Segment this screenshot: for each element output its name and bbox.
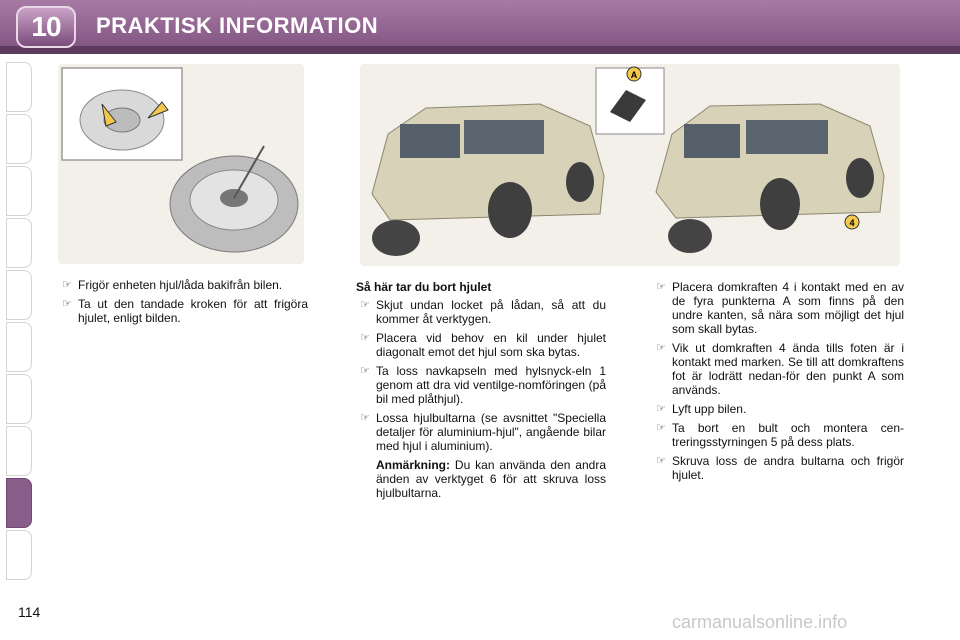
chapter-tab-5[interactable]	[6, 270, 32, 320]
chapter-tab-3[interactable]	[6, 166, 32, 216]
instruction-text: Skjut undan locket på lådan, så att du kommer åt verktygen.	[376, 298, 606, 326]
note	[356, 458, 606, 500]
chapter-tabs	[0, 62, 34, 578]
instruction-item	[356, 331, 606, 359]
instruction-text: Lossa hjulbultarna (se avsnittet "Speciella detaljer för aluminium-hjul", angående bilar med hjul i aluminium).	[376, 411, 606, 453]
chapter-tab-1[interactable]	[6, 62, 32, 112]
spare-wheel-drawing	[58, 64, 304, 264]
pointing-hand-icon: ☞	[656, 281, 666, 293]
instruction-text: Frigör enheten hjul/låda bakifrån bilen.	[78, 278, 283, 292]
instruction-item	[652, 421, 904, 449]
pointing-hand-icon: ☞	[62, 279, 72, 291]
instruction-text: Lyft upp bilen.	[672, 402, 747, 416]
chapter-tab-8[interactable]	[6, 426, 32, 476]
instruction-item	[356, 411, 606, 453]
loose-wheel	[372, 220, 420, 256]
spare-wheel-illustration	[58, 64, 304, 264]
car-window	[684, 124, 740, 158]
car-wheel	[846, 158, 874, 198]
car-wheel	[488, 182, 532, 238]
jack-point-label: A	[630, 70, 638, 80]
chapter-tab-2[interactable]	[6, 114, 32, 164]
pointing-hand-icon: ☞	[360, 332, 370, 344]
chapter-tab-6[interactable]	[6, 322, 32, 372]
left-column	[58, 278, 308, 330]
car-wheel	[760, 178, 800, 230]
car-window	[746, 120, 828, 154]
chapter-title: PRAKTISK INFORMATION	[96, 13, 379, 38]
instruction-item	[58, 297, 308, 325]
right-column	[652, 280, 904, 487]
instruction-text: Placera domkraften 4 i kontakt med en av de fyra punkterna A som finns på den undre kanten, så nära som möjligt det hjul som skall bytas.	[672, 280, 904, 336]
car-window	[400, 124, 460, 158]
instruction-item	[652, 280, 904, 336]
instruction-text: Ta loss navkapseln med hylsnyck-eln 1 genom att dra vid ventilge-nomföringen (på bil med plåthjul).	[376, 364, 606, 406]
pointing-hand-icon: ☞	[656, 342, 666, 354]
instruction-item	[652, 402, 904, 416]
car-jack-drawing	[360, 64, 900, 266]
middle-column	[356, 280, 606, 500]
pointing-hand-icon: ☞	[62, 298, 72, 310]
instruction-item	[652, 341, 904, 397]
chapter-tab-10-active[interactable]	[6, 478, 32, 528]
pointing-hand-icon: ☞	[656, 455, 666, 467]
pointing-hand-icon: ☞	[360, 365, 370, 377]
car-wheel	[566, 162, 594, 202]
section-heading: Så här tar du bort hjulet	[356, 280, 492, 294]
jack-number-label: 4	[849, 218, 855, 228]
car-jack-illustration	[360, 64, 900, 266]
chapter-badge	[16, 6, 76, 48]
instruction-item	[652, 454, 904, 482]
page-number: 114	[18, 604, 41, 620]
note-text: Du kan använda den andra änden av verktyget 6 för att skruva loss hjulbultarna.	[376, 458, 606, 500]
header-stripe	[0, 46, 960, 54]
instruction-item	[356, 364, 606, 406]
chapter-number: 10	[31, 11, 61, 42]
car-window	[464, 120, 544, 154]
chapter-tab-4[interactable]	[6, 218, 32, 268]
pointing-hand-icon: ☞	[656, 422, 666, 434]
pointing-hand-icon: ☞	[360, 412, 370, 424]
instruction-text: Vik ut domkraften 4 ända tills foten är i kontakt med marken. Se till att domkraftens fot är lodrätt nedan-för den punkt A som används.	[672, 341, 904, 397]
instruction-item	[58, 278, 308, 292]
watermark: carmanualsonline.info	[672, 612, 848, 632]
loose-wheel	[668, 219, 712, 253]
pointing-hand-icon: ☞	[656, 403, 666, 415]
chapter-header	[0, 0, 960, 54]
instruction-text: Placera vid behov en kil under hjulet diagonalt emot det hjul som ska bytas.	[376, 331, 606, 359]
instruction-text: Skruva loss de andra bultarna och frigör hjulet.	[672, 454, 904, 482]
pointing-hand-icon: ☞	[360, 299, 370, 311]
instruction-text: Ta bort en bult och montera cen-treringsstyrningen 5 på dess plats.	[672, 421, 904, 449]
instruction-item	[356, 298, 606, 326]
chapter-tab-7[interactable]	[6, 374, 32, 424]
note-label: Anmärkning:	[376, 458, 451, 472]
instruction-text: Ta ut den tandade kroken för att frigöra hjulet, enligt bilden.	[78, 297, 308, 325]
chapter-tab-11[interactable]	[6, 530, 32, 580]
